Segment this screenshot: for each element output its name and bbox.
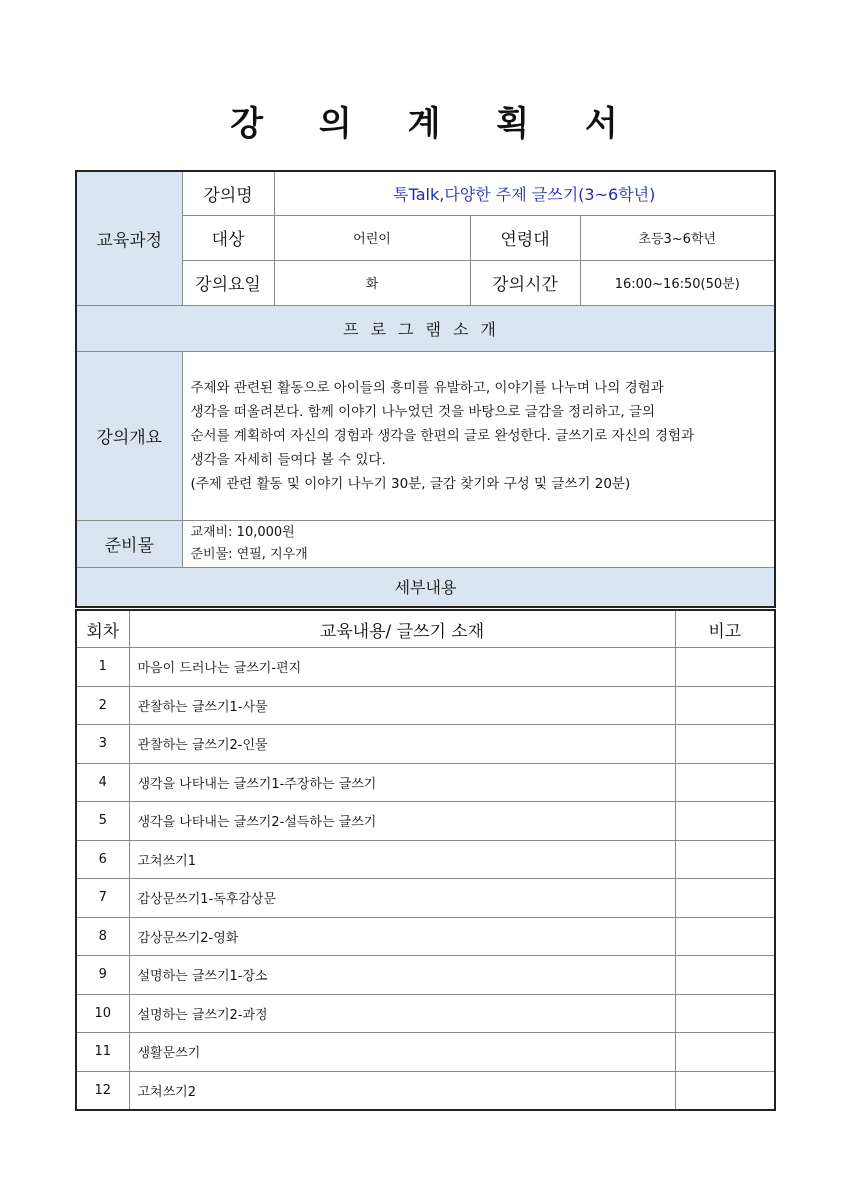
session-topic: 감상문쓰기2-영화: [129, 917, 675, 956]
course-info-table: [75, 170, 776, 608]
session-note: [675, 1033, 775, 1072]
time-label: 강의시간: [470, 260, 580, 305]
materials-label: 준비물: [76, 520, 182, 567]
age-value: 초등3~6학년: [580, 215, 775, 260]
session-number: 11: [76, 1033, 129, 1072]
session-topic: 관찰하는 글쓰기2-인물: [129, 725, 675, 764]
table-row: [76, 763, 775, 802]
overview-line: 생각을 자세히 들여다 볼 수 있다.: [190, 451, 386, 468]
time-value: 16:00~16:50(50분): [580, 260, 775, 305]
session-topic: 감상문쓰기1-독후감상문: [129, 879, 675, 918]
course-name-label: 강의명: [182, 171, 274, 215]
session-note: [675, 879, 775, 918]
session-topic: 마음이 드러나는 글쓰기-편지: [129, 648, 675, 687]
target-label: 대상: [182, 215, 274, 260]
curriculum-label: 교육과정: [76, 171, 182, 305]
session-note: [675, 648, 775, 687]
table-row: [76, 648, 775, 687]
table-row: [76, 802, 775, 841]
session-number: 3: [76, 725, 129, 764]
session-number: 12: [76, 1071, 129, 1110]
session-number: 9: [76, 956, 129, 995]
table-row: [76, 956, 775, 995]
overview-line: 생각을 떠올려본다. 함께 이야기 나누었던 것을 바탕으로 글감을 정리하고, 글의: [190, 403, 656, 420]
col-header-content: 교육내용/ 글쓰기 소재: [129, 610, 675, 648]
program-intro-header: 프로그램소개: [76, 305, 775, 351]
materials-line: 준비물: 연필, 지우개: [190, 546, 308, 562]
session-topic: 고쳐쓰기2: [129, 1071, 675, 1110]
session-topic: 설명하는 글쓰기2-과정: [129, 994, 675, 1033]
session-note: [675, 917, 775, 956]
session-topic: 생각을 나타내는 글쓰기2-설득하는 글쓰기: [129, 802, 675, 841]
details-table: [75, 609, 776, 1111]
table-row: [76, 994, 775, 1033]
session-number: 7: [76, 879, 129, 918]
session-note: [675, 994, 775, 1033]
session-note: [675, 802, 775, 841]
day-value: 화: [274, 260, 470, 305]
materials-line: 교재비: 10,000원: [190, 524, 295, 540]
session-number: 5: [76, 802, 129, 841]
day-label: 강의요일: [182, 260, 274, 305]
page-title: 강 의 계 획 서: [230, 104, 640, 144]
overview-label: 강의개요: [76, 351, 182, 520]
session-note: [675, 686, 775, 725]
session-number: 2: [76, 686, 129, 725]
session-number: 4: [76, 763, 129, 802]
overview-line: 주제와 관련된 활동으로 아이들의 흥미를 유발하고, 이야기를 나누며 나의 경험과: [190, 379, 664, 396]
session-number: 6: [76, 840, 129, 879]
table-row: [76, 879, 775, 918]
table-row: [76, 840, 775, 879]
col-header-session: 회차: [76, 610, 129, 648]
session-number: 1: [76, 648, 129, 687]
table-row: [76, 917, 775, 956]
overview-line: (주제 관련 활동 및 이야기 나누기 30분, 글감 찾기와 구성 및 글쓰기 20분): [190, 475, 631, 492]
details-header: 세부내용: [76, 567, 775, 607]
overview-text: [182, 351, 775, 520]
course-name: 톡Talk,다양한 주제 글쓰기(3~6학년): [274, 171, 775, 215]
session-note: [675, 1071, 775, 1110]
table-row: [76, 686, 775, 725]
col-header-note: 비고: [675, 610, 775, 648]
table-row: [76, 725, 775, 764]
session-note: [675, 725, 775, 764]
session-topic: 관찰하는 글쓰기1-사물: [129, 686, 675, 725]
session-note: [675, 840, 775, 879]
session-topic: 설명하는 글쓰기1-장소: [129, 956, 675, 995]
session-topic: 생활문쓰기: [129, 1033, 675, 1072]
session-topic: 고쳐쓰기1: [129, 840, 675, 879]
age-label: 연령대: [470, 215, 580, 260]
session-number: 8: [76, 917, 129, 956]
materials-text: [182, 520, 775, 567]
session-number: 10: [76, 994, 129, 1033]
session-note: [675, 956, 775, 995]
session-note: [675, 763, 775, 802]
session-topic: 생각을 나타내는 글쓰기1-주장하는 글쓰기: [129, 763, 675, 802]
overview-line: 순서를 계획하여 자신의 경험과 생각을 한편의 글로 완성한다. 글쓰기로 자신의 경험과: [190, 427, 695, 444]
table-row: [76, 1033, 775, 1072]
target-value: 어린이: [274, 215, 470, 260]
table-row: [76, 1071, 775, 1110]
